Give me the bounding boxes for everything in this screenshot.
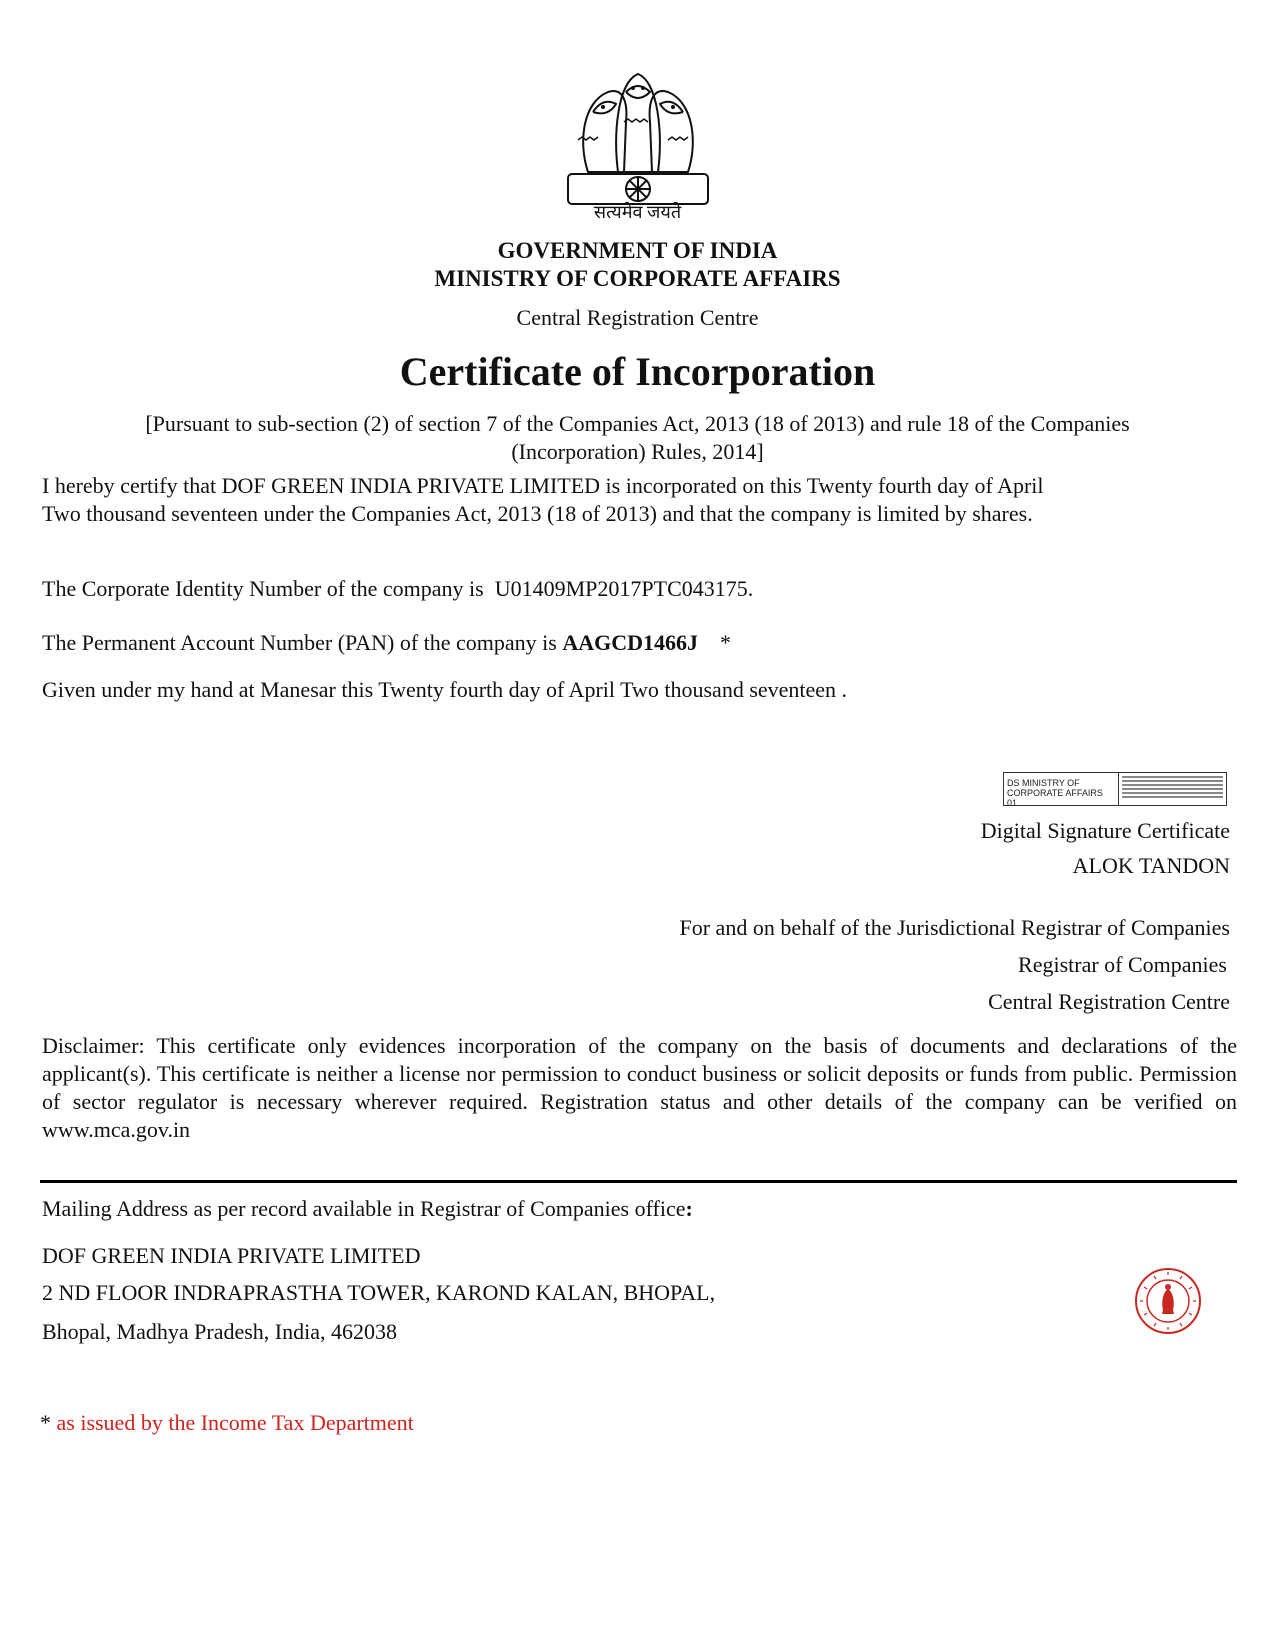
pan-star	[698, 630, 731, 655]
pan-statement	[42, 629, 1242, 657]
pan-asterisk: *	[720, 630, 732, 655]
mailing-heading-text: Mailing Address as per record available in Registrar of Companies office	[42, 1196, 686, 1221]
certify-line: I hereby certify that DOF GREEN INDIA PRIVATE LIMITED is incorporated on this Twenty fourth day of April	[42, 473, 1044, 498]
ds-label	[1004, 773, 1119, 808]
address-line: 2 ND FLOOR INDRAPRASTHA TOWER, KAROND KALAN, BHOPAL,	[42, 1280, 716, 1305]
digital-signature-label: Digital Signature Certificate	[980, 818, 1230, 843]
certify-paragraph	[42, 472, 1242, 528]
government-heading: GOVERNMENT OF INDIA	[497, 238, 778, 263]
digital-signature-box	[1003, 772, 1227, 806]
ministry-heading: MINISTRY OF CORPORATE AFFAIRS	[434, 266, 841, 291]
given-statement: Given under my hand at Manesar this Twenty fourth day of April Two thousand seventeen .	[42, 677, 848, 702]
pursuant-line: [Pursuant to sub-section (2) of section 7 of the Companies Act, 2013 (18 of 2013) and rule 18 of the Companies	[145, 411, 1130, 436]
signer-name: ALOK TANDON	[1072, 853, 1230, 878]
pursuant-line: (Incorporation) Rules, 2014]	[511, 439, 764, 464]
ds-label-line: CORPORATE AFFAIRS 01	[1007, 788, 1103, 808]
divider	[40, 1180, 1237, 1183]
footnote-text: as issued by the Income Tax Department	[51, 1410, 414, 1435]
ds-details	[1119, 773, 1226, 805]
behalf-line: For and on behalf of the Jurisdictional Registrar of Companies	[679, 915, 1230, 940]
mailing-heading	[42, 1195, 1242, 1223]
disclaimer: Disclaimer: This certificate only evidences incorporation of the company on the basis of documents and declarations of the applicant(s). This certificate is neither a license nor permission to conduct business or solicit deposits or funds from public. Permission of sector regulator is necessary wherever required. Registration status and other details of the company can be verified on www.mca.gov.in	[42, 1033, 1237, 1142]
registration-centre: Central Registration Centre	[516, 305, 759, 330]
footnote	[40, 1410, 414, 1436]
certificate-title: Certificate of Incorporation	[399, 349, 876, 394]
certify-line: Two thousand seventeen under the Companies Act, 2013 (18 of 2013) and that the company is limited by shares.	[42, 501, 1033, 526]
address-line: Bhopal, Madhya Pradesh, India, 462038	[42, 1319, 397, 1344]
cin-statement: The Corporate Identity Number of the company is U01409MP2017PTC043175.	[42, 576, 754, 601]
registrar-line: Registrar of Companies	[1018, 952, 1227, 977]
pursuant-clause	[70, 410, 1205, 466]
mailing-heading-colon: :	[685, 1196, 693, 1221]
emblem-motto: सत्यमेव जयते	[593, 202, 682, 222]
registration-centre-footer: Central Registration Centre	[988, 989, 1230, 1014]
footnote-asterisk: *	[40, 1410, 51, 1435]
address-line: DOF GREEN INDIA PRIVATE LIMITED	[42, 1243, 421, 1268]
pan-value: AAGCD1466J	[562, 630, 699, 655]
pan-prefix: The Permanent Account Number (PAN) of the company is	[42, 630, 563, 655]
ds-label-line: DS MINISTRY OF	[1007, 778, 1080, 788]
registrar-seal-icon	[1133, 1266, 1203, 1336]
